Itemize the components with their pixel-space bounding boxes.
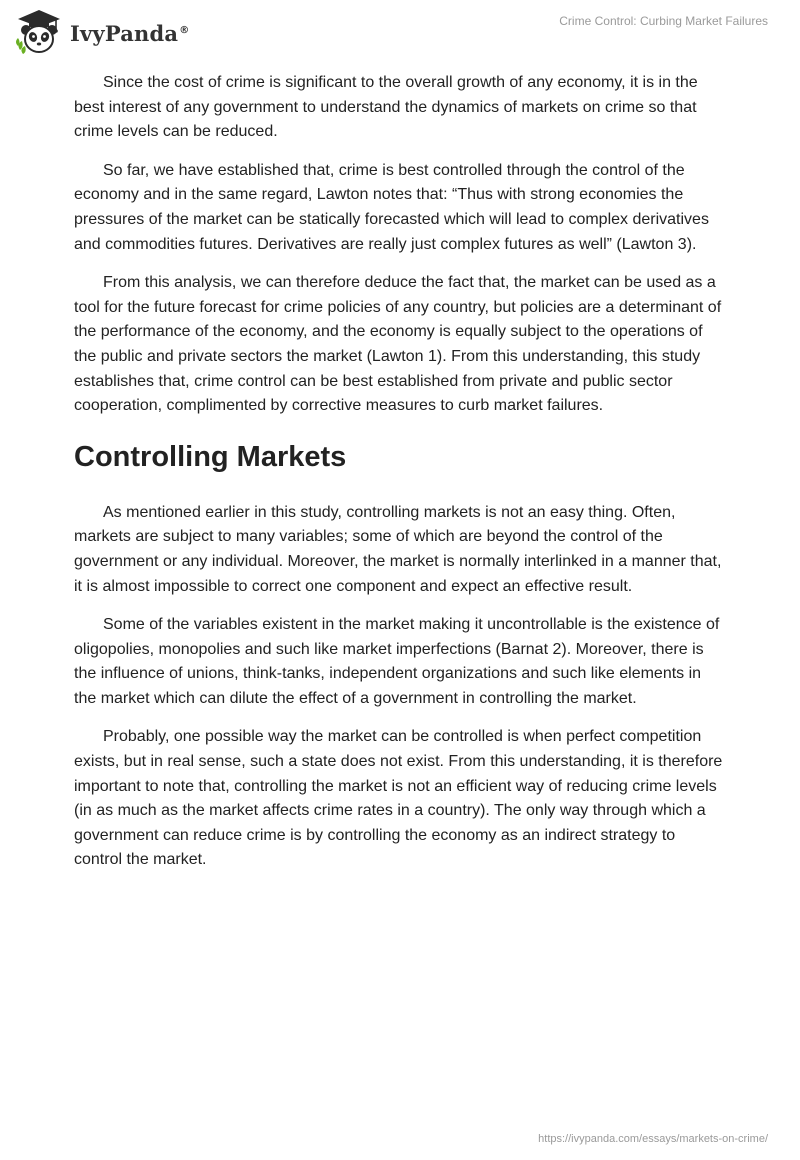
paragraph: Probably, one possible way the market can be controlled is when perfect competition exists, but in real sense, such a state does not exist. From this understanding, it is therefore important to note that, controlling the market is not an efficient way of reducing crime levels (in as much as the market affects crime rates in a country). The only way through which a government can reduce crime is by controlling the economy as an indirect strategy to control the market. bbox=[74, 728, 723, 869]
ivypanda-logo[interactable] bbox=[14, 8, 189, 56]
section-heading: Controlling Markets bbox=[74, 440, 347, 473]
paragraph: As mentioned earlier in this study, controlling markets is not an easy thing. Often, markets are subject to many variables; some of which are beyond the control of the government or any individual. Moreover, the market is normally interlinked in a manner that, it is almost impossible to correct one component and expect an effective result. bbox=[74, 503, 722, 595]
paragraph: So far, we have established that, crime is best controlled through the control of the economy and in the same regard, Lawton notes that: “Thus with strong economies the pressures of the market can be statically forecasted which will lead to complex derivatives and commodities futures. Derivatives are really just complex futures as well” (Lawton 3). bbox=[74, 161, 709, 253]
footer-url[interactable]: https://ivypanda.com/essays/markets-on-crime/ bbox=[538, 1133, 768, 1145]
essay-body bbox=[74, 71, 724, 887]
page-header bbox=[0, 0, 800, 60]
paragraph: From this analysis, we can therefore deduce the fact that, the market can be used as a tool for the future forecast for crime policies of any country, but policies are a determinant of the performance of the economy, and the economy is equally subject to the operations of the public and private sectors the market (Lawton 1). From this understanding, this study establishes that, crime control can be best established from private and public sector cooperation, complimented by corrective measures to curb market failures. bbox=[74, 274, 722, 415]
document-title: Crime Control: Curbing Market Failures bbox=[559, 14, 768, 28]
brand-name-text: IvyPanda bbox=[70, 20, 179, 46]
registered-mark: ® bbox=[179, 24, 190, 36]
panda-graduation-cap-icon bbox=[14, 8, 64, 56]
paragraph: Since the cost of crime is significant to the overall growth of any economy, it is in the best interest of any government to understand the dynamics of markets on crime so that crime levels can be reduced. bbox=[74, 74, 698, 141]
paragraph: Some of the variables existent in the market making it uncontrollable is the existence of oligopolies, monopolies and such like market imperfections (Barnat 2). Moreover, there is the influence of unions, think-tanks, independent organizations and such like elements in the market which can dilute the effect of a government in controlling the market. bbox=[74, 616, 720, 707]
brand-name bbox=[70, 21, 189, 46]
